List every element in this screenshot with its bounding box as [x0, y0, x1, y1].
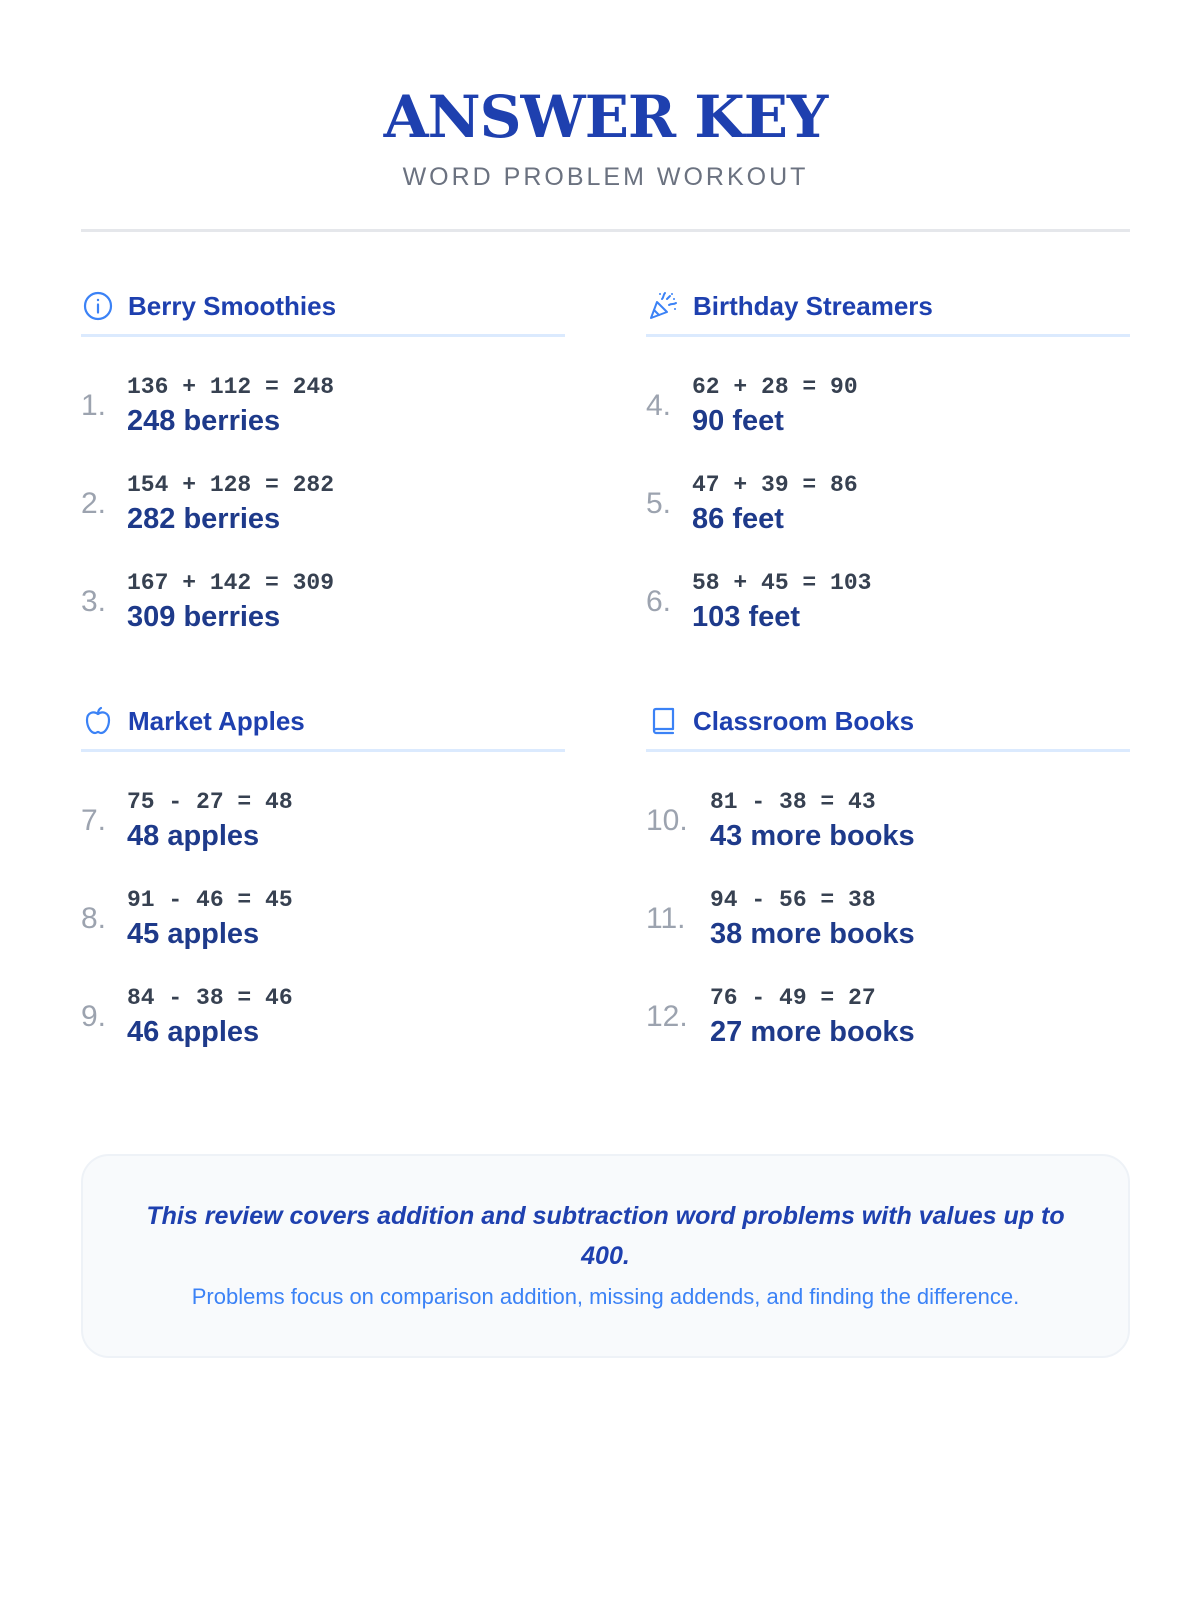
- problem-number: 2.: [81, 487, 107, 520]
- problem-equation: 76 - 49 = 27: [710, 985, 876, 1011]
- problem-item: [646, 553, 1130, 651]
- section-header: [81, 286, 565, 337]
- section-berry-smoothies: [81, 286, 565, 651]
- section-classroom-books: [646, 701, 1130, 1066]
- problem-equation: 136 + 112 = 248: [127, 374, 335, 400]
- problem-item: [646, 357, 1130, 455]
- problem-item: [81, 772, 565, 870]
- section-birthday-streamers: [646, 286, 1130, 651]
- problem-item: [81, 455, 565, 553]
- problem-answer: 43 more books: [710, 820, 915, 852]
- answer-key-page: [81, 0, 1130, 1309]
- apple-icon: [81, 704, 115, 738]
- problem-number: 5.: [646, 487, 672, 520]
- problem-number: 3.: [81, 585, 107, 618]
- problem-equation: 94 - 56 = 38: [710, 887, 876, 913]
- problem-answer: 38 more books: [710, 918, 915, 950]
- section-header: [646, 701, 1130, 752]
- problem-equation: 91 - 46 = 45: [127, 887, 293, 913]
- problem-number: 10.: [646, 804, 688, 837]
- page-title: ANSWER KEY: [383, 83, 828, 151]
- problem-answer: 282 berries: [127, 503, 281, 535]
- problem-equation: 154 + 128 = 282: [127, 472, 335, 498]
- problem-number: 12.: [646, 1000, 688, 1033]
- note-main-text: This review covers addition and subtraction word problems with values up to 400.: [146, 1202, 1065, 1270]
- problem-answer: 103 feet: [692, 601, 801, 633]
- problem-answer: 45 apples: [127, 918, 260, 950]
- problem-answer: 27 more books: [710, 1016, 915, 1048]
- problem-equation: 81 - 38 = 43: [710, 789, 876, 815]
- problem-equation: 75 - 27 = 48: [127, 789, 293, 815]
- section-market-apples: [81, 701, 565, 1066]
- problem-number: 11.: [646, 902, 686, 935]
- problem-number: 1.: [81, 389, 107, 422]
- problem-item: [81, 870, 565, 968]
- problem-item: [646, 772, 1130, 870]
- section-title: Classroom Books: [693, 705, 915, 736]
- problem-list: [646, 357, 1130, 651]
- problem-answer: 248 berries: [127, 405, 281, 437]
- section-title: Berry Smoothies: [128, 290, 337, 321]
- problem-number: 7.: [81, 804, 107, 837]
- problem-list: [81, 772, 565, 1066]
- book-icon: [646, 704, 680, 738]
- summary-note: [81, 1154, 1130, 1358]
- problem-item: [646, 455, 1130, 553]
- problem-equation: 62 + 28 = 90: [692, 374, 858, 400]
- section-header: [81, 701, 565, 752]
- section-title: Market Apples: [128, 705, 305, 736]
- problem-list: [646, 772, 1130, 1066]
- section-header: [646, 286, 1130, 337]
- problem-answer: 90 feet: [692, 405, 784, 437]
- info-circle-icon: [81, 289, 115, 323]
- problem-number: 9.: [81, 1000, 107, 1033]
- page-subtitle: WORD PROBLEM WORKOUT: [402, 163, 809, 191]
- header: [81, 0, 1130, 192]
- problem-number: 4.: [646, 389, 672, 422]
- header-divider: [81, 229, 1130, 232]
- problem-equation: 58 + 45 = 103: [692, 570, 872, 596]
- problem-item: [81, 553, 565, 651]
- section-title: Birthday Streamers: [693, 290, 933, 321]
- problem-equation: 167 + 142 = 309: [127, 570, 335, 596]
- problem-equation: 84 - 38 = 46: [127, 985, 293, 1011]
- problem-equation: 47 + 39 = 86: [692, 472, 858, 498]
- problem-answer: 309 berries: [127, 601, 281, 633]
- problem-item: [81, 968, 565, 1066]
- problem-answer: 48 apples: [127, 820, 260, 852]
- problem-answer: 46 apples: [127, 1016, 260, 1048]
- note-sub-text: Problems focus on comparison addition, missing addends, and finding the difference.: [191, 1284, 1020, 1309]
- problem-item: [646, 968, 1130, 1066]
- problem-item: [646, 870, 1130, 968]
- problem-number: 8.: [81, 902, 107, 935]
- problem-item: [81, 357, 565, 455]
- problem-answer: 86 feet: [692, 503, 784, 535]
- party-popper-icon: [646, 289, 680, 323]
- problem-number: 6.: [646, 585, 672, 618]
- sections-grid: [81, 286, 1130, 1066]
- problem-list: [81, 357, 565, 651]
